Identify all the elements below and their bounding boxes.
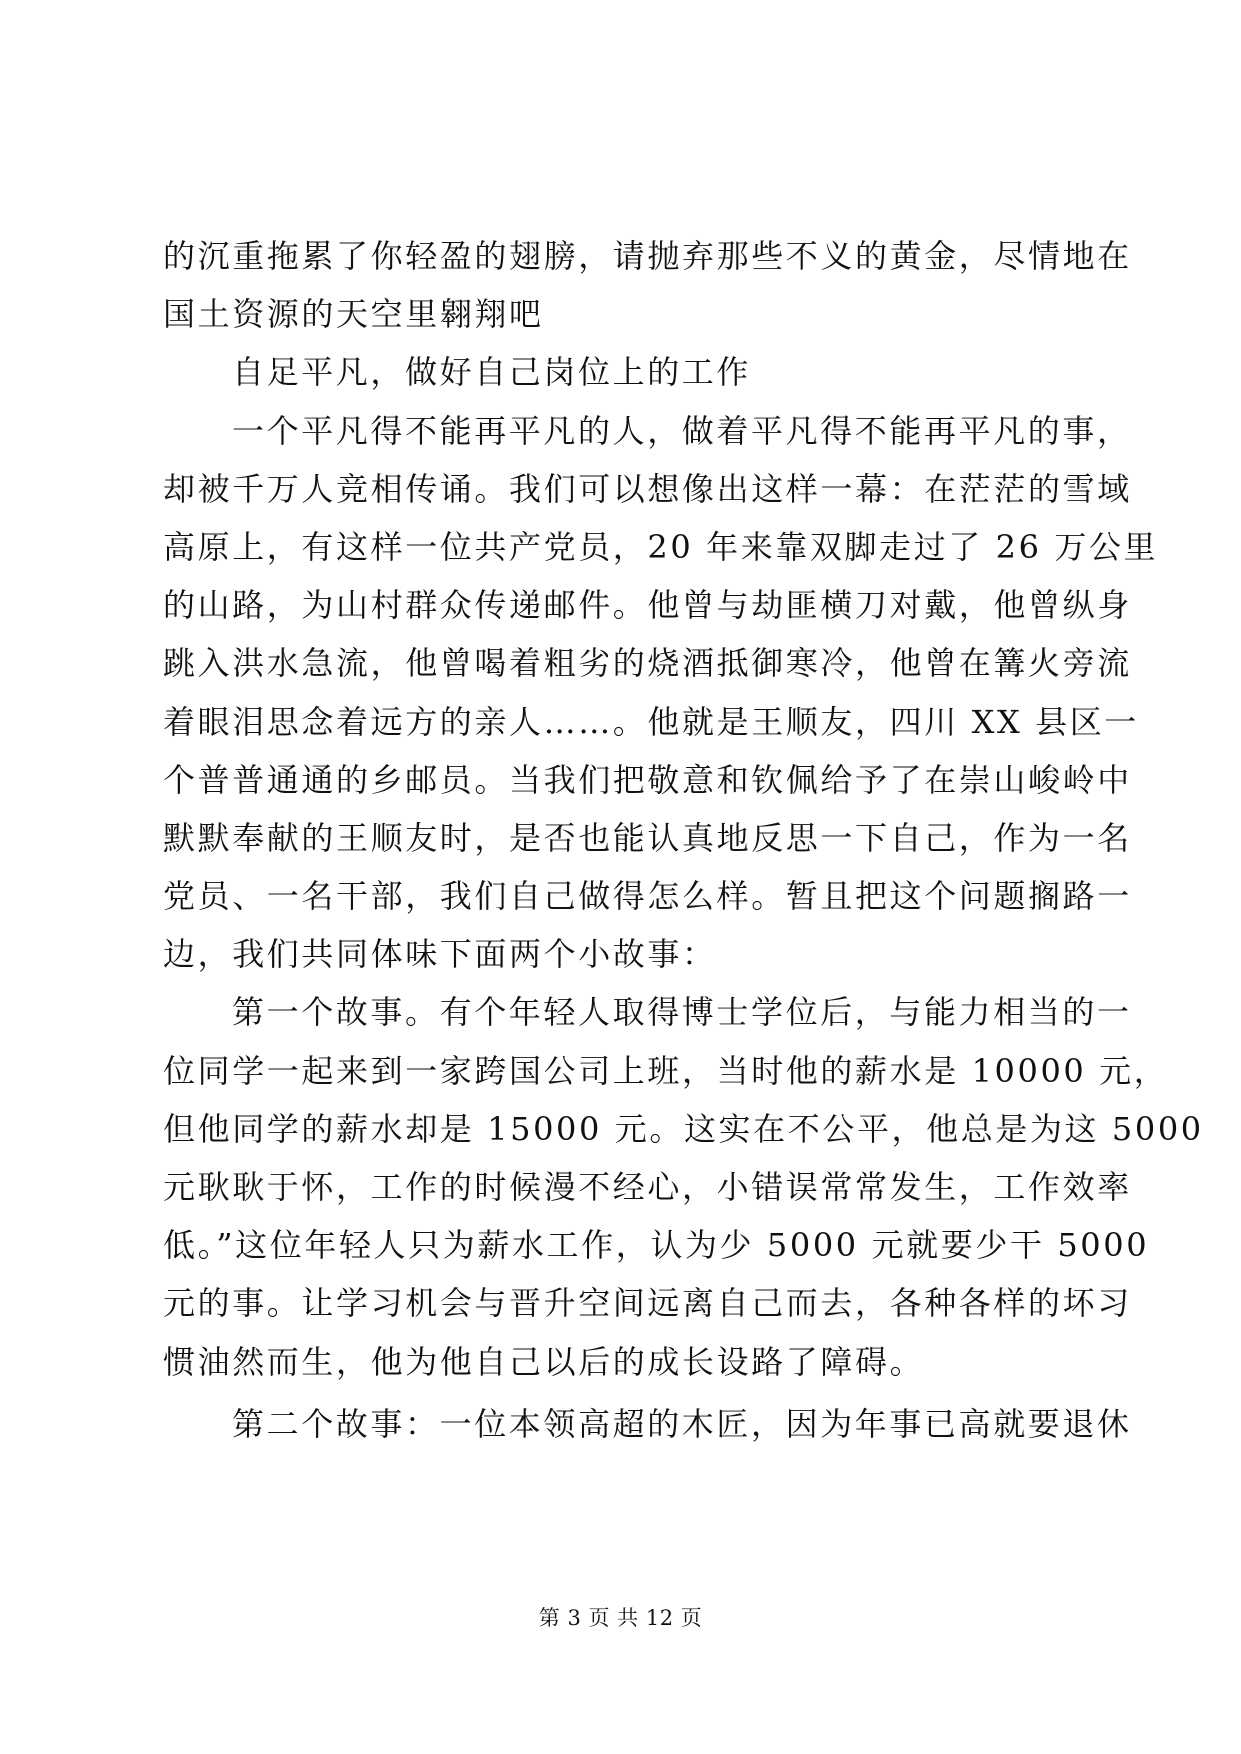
text-line: 第二个故事：一位本领高超的木匠，因为年事已高就要退休 xyxy=(232,1404,1132,1443)
text-line: 党员、一名干部，我们自己做得怎么样。暂且把这个问题搁路一 xyxy=(163,877,1132,916)
text-line: 惯油然而生，他为他自己以后的成长设路了障碍。 xyxy=(163,1342,925,1381)
text-line: 边，我们共同体味下面两个小故事： xyxy=(163,935,717,974)
text-line: 元耿耿于怀，工作的时候漫不经心，小错误常常发生，工作效率 xyxy=(163,1168,1132,1206)
text-line: 却被千万人竞相传诵。我们可以想像出这样一幕：在茫茫的雪域 xyxy=(163,469,1132,508)
text-line: 低。”这位年轻人只为薪水工作，认为少 5000 元就要少干 5000 xyxy=(163,1226,1150,1265)
text-line: 国土资源的天空里翱翔吧 xyxy=(163,295,544,334)
text-line: 元的事。让学习机会与晋升空间远离自己而去，各种各样的坏习 xyxy=(163,1284,1132,1323)
text-line: 第一个故事。有个年轻人取得博士学位后，与能力相当的一 xyxy=(232,993,1132,1032)
text-line: 但他同学的薪水却是 15000 元。这实在不公平，他总是为这 5000 xyxy=(163,1109,1204,1148)
text-line: 的沉重拖累了你轻盈的翅膀，请抛弃那些不义的黄金，尽情地在 xyxy=(163,237,1132,275)
text-line: 默默奉献的王顺友时，是否也能认真地反思一下自己，作为一名 xyxy=(163,818,1132,857)
text-line: 跳入洪水急流，他曾喝着粗劣的烧酒抵御寒冷，他曾在篝火旁流 xyxy=(163,644,1132,683)
text-line: 个普普通通的乡邮员。当我们把敬意和钦佩给予了在崇山峻岭中 xyxy=(163,760,1132,799)
text-line: 一个平凡得不能再平凡的人，做着平凡得不能再平凡的事， xyxy=(232,411,1132,450)
section-heading: 自足平凡，做好自己岗位上的工作 xyxy=(232,353,752,392)
text-line: 的山路，为山村群众传递邮件。他曾与劫匪横刀对戴，他曾纵身 xyxy=(163,586,1132,625)
document-body xyxy=(163,227,1204,1453)
text-line: 位同学一起来到一家跨国公司上班，当时他的薪水是 10000 元， xyxy=(163,1051,1169,1090)
text-line: 着眼泪思念着远方的亲人……。他就是王顺友，四川 XX 县区一 xyxy=(163,702,1139,741)
text-line: 高原上，有这样一位共产党员，20 年来靠双脚走过了 26 万公里 xyxy=(163,527,1159,566)
page-number: 第 3 页 共 12 页 xyxy=(538,1606,703,1630)
